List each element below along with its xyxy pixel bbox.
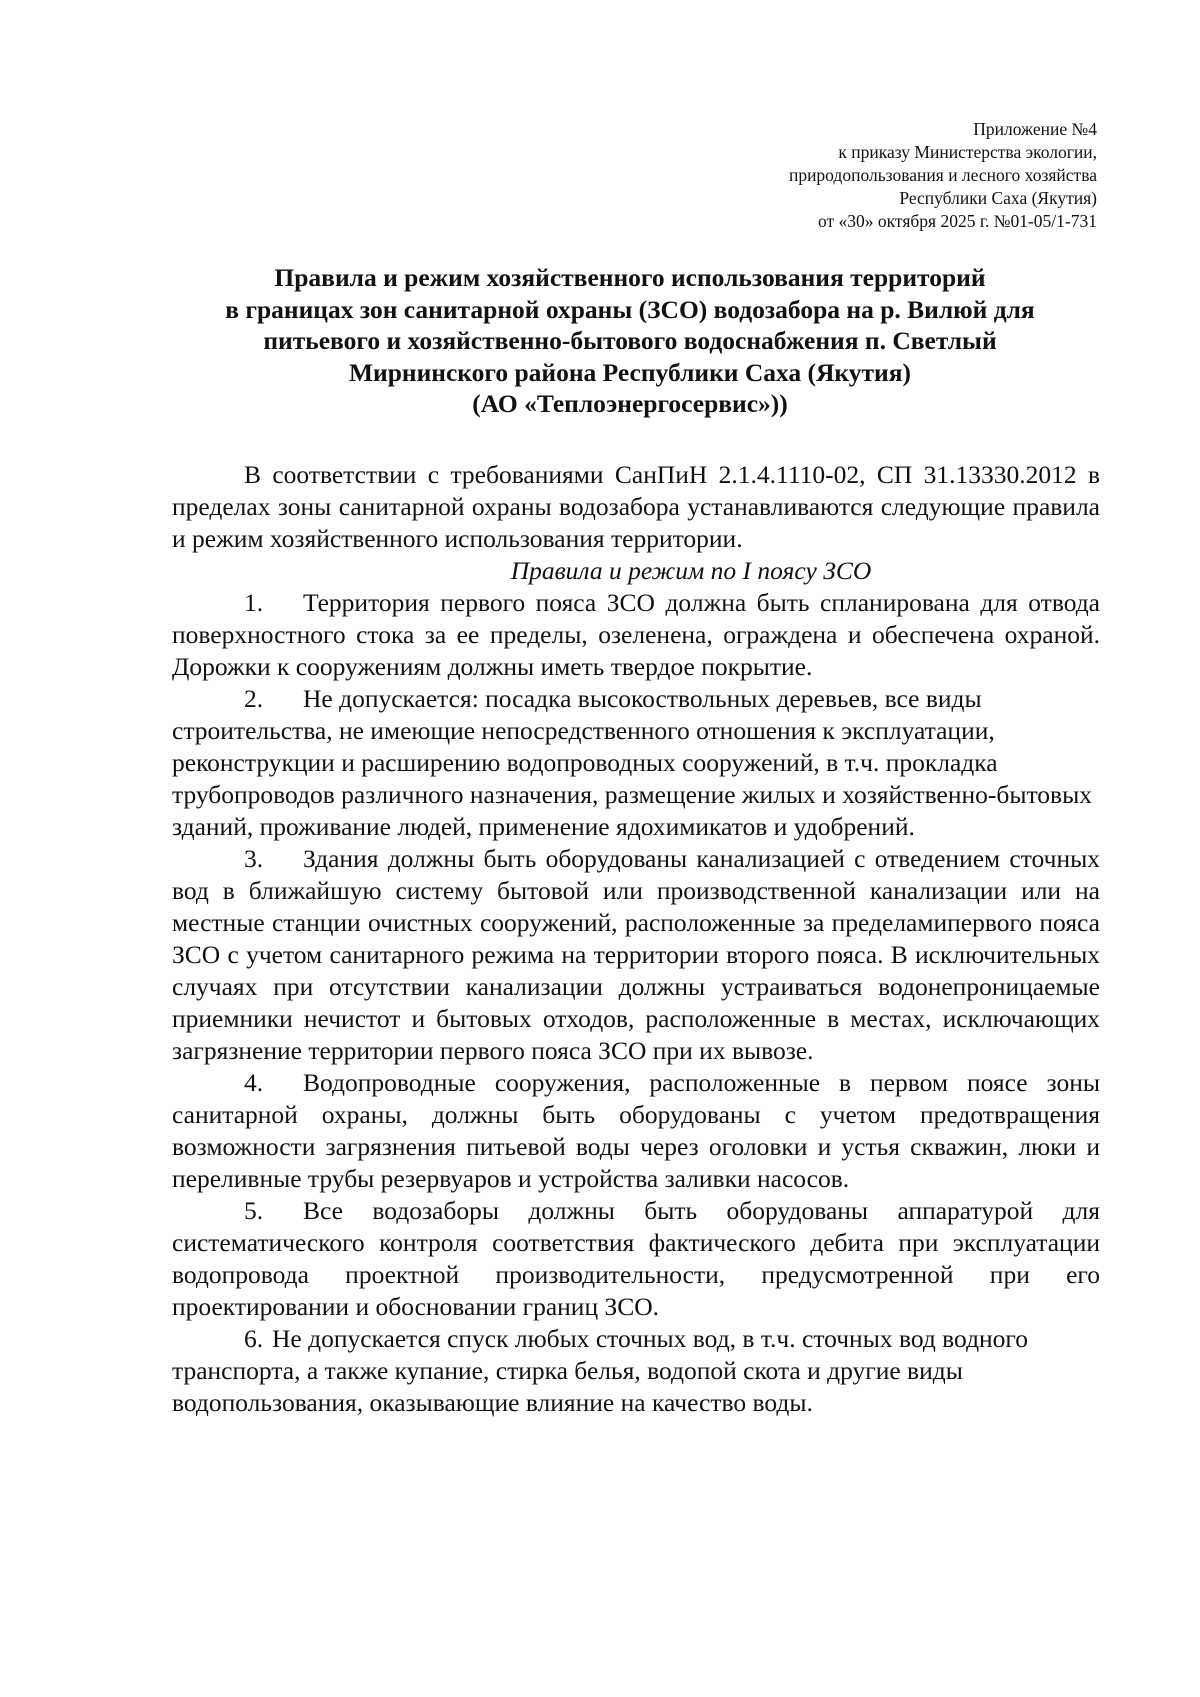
rule-number: 4. — [244, 1068, 264, 1097]
rule-text: Не допускается: посадка высокоствольных деревьев, все виды строительства, не имеющие непосредственного отношения к эксплуатации, реконструкции и расширению водопроводных сооружений, в т.ч. прокладка трубопроводов различного назначения, размещение жилых и хозяйственно-бытовых зданий, проживание людей, применение ядохимикатов и удобрений. — [172, 684, 1092, 841]
rule-number: 6. — [244, 1324, 264, 1353]
annex-line: к приказу Министерства экологии, — [838, 142, 1097, 162]
title-line: в границах зон санитарной охраны (ЗСО) водозабора на р. Вилюй для — [225, 294, 1035, 324]
title-line: Правила и режим хозяйственного использования территорий — [274, 263, 986, 292]
section-title: Правила и режим по I поясу ЗСО — [510, 556, 872, 585]
document-title — [160, 262, 1100, 420]
document-body — [172, 459, 1100, 1419]
title-line: Мирнинского района Республики Саха (Якутия) — [348, 357, 912, 387]
rule-item-1 — [172, 587, 1100, 683]
annex-line: от «30» октября 2025 г. №01-05/1-731 — [817, 211, 1097, 231]
rule-item-5 — [172, 1195, 1100, 1323]
rule-item-3 — [172, 843, 1100, 1067]
annex-header — [789, 118, 1097, 233]
rule-item-4 — [172, 1067, 1100, 1195]
rule-number: 1. — [244, 588, 264, 617]
annex-line: природопользования и лесного хозяйства — [788, 165, 1097, 185]
rule-text: Территория первого пояса ЗСО должна быть спланирована для отвода поверхностного стока за ее пределы, озеленена, ограждена и обеспечена охраной. Дорожки к сооружениям должны иметь твердое покрытие. — [172, 588, 1100, 681]
annex-line: Приложение №4 — [973, 119, 1097, 139]
rule-item-6 — [172, 1323, 1100, 1419]
rule-text: Не допускается спуск любых сточных вод, в т.ч. сточных вод водного транспорта, а также купание, стирка белья, водопой скота и другие виды водопользования, оказывающие влияние на качество воды. — [172, 1324, 1029, 1417]
rule-item-2 — [172, 683, 1100, 843]
intro-paragraph: В соответствии с требованиями СанПиН 2.1.4.1110-02, СП 31.13330.2012 в пределах зоны санитарной охраны водозабора устанавливаются следующие правила и режим хозяйственного использования территории. — [172, 460, 1100, 553]
rule-number: 5. — [244, 1196, 264, 1225]
rule-text: Все водозаборы должны быть оборудованы аппаратурой для систематического контроля соответствия фактического дебита при эксплуатации водопровода проектной производительности, предусмотренной при его проектировании и обосновании границ ЗСО. — [172, 1196, 1100, 1321]
rule-text: Водопроводные сооружения, расположенные в первом поясе зоны санитарной охраны, должны быть оборудованы с учетом предотвращения возможности загрязнения питьевой воды через оголовки и устья скважин, люки и переливные трубы резервуаров и устройства заливки насосов. — [172, 1068, 1100, 1193]
rule-number: 3. — [244, 844, 264, 873]
title-line: (АО «Теплоэнергосервис»)) — [472, 389, 788, 418]
annex-line: Республики Саха (Якутия) — [899, 188, 1097, 208]
rule-text: Здания должны быть оборудованы канализацией с отведением сточных вод в ближайшую систему бытовой или производственной канализации или на местные станции очистных сооружений, расположенные за пределамипервого пояса ЗСО с учетом санитарного режима на территории второго пояса. В исключительных случаях при отсутствии канализации должны устраиваться водонепроницаемые приемники нечистот и бытовых отходов, расположенные в местах, исключающих загрязнение территории первого пояса ЗСО при их вывозе. — [172, 844, 1100, 1065]
rule-number: 2. — [244, 684, 264, 713]
title-line: питьевого и хозяйственно-бытового водоснабжения п. Светлый — [263, 326, 997, 355]
